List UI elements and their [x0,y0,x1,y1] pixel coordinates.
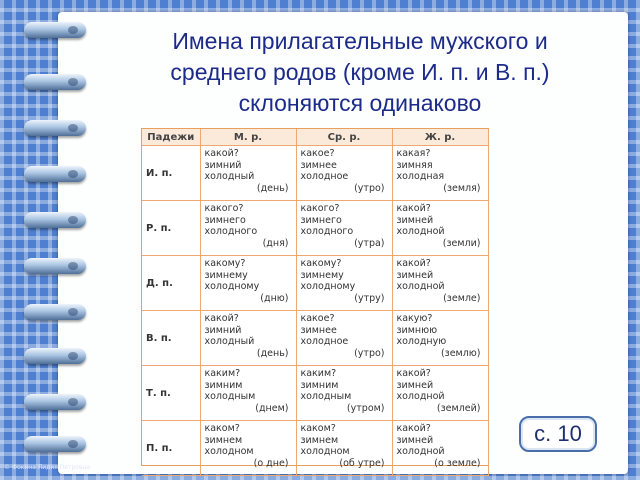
adjective-word: зимняя [396,159,433,171]
case-cell: Д. п. [142,256,200,311]
adjective-word: зимнему [300,269,344,281]
adjective-word: какому? [204,258,246,269]
adjective-word: холодному [300,281,356,292]
binder-ring-icon [24,348,86,364]
adjective-word: зимней [396,214,434,226]
noun-example: (день) [256,182,289,194]
noun-example: (дню) [260,292,289,304]
adjective-cell [296,366,392,421]
adjective-word: зимнем [204,434,243,446]
adjective-word: какое? [300,148,335,159]
table-row [142,256,488,311]
binder-ring-icon [24,394,86,410]
noun-example: (утром) [346,402,385,414]
watermark: © Фокина Лидия Петровна [4,464,91,471]
adjective-cell [392,421,488,476]
noun-example: (о дне) [253,457,289,469]
adjective-cell [296,311,392,366]
case-cell: Р. п. [142,201,200,256]
case-cell: Т. п. [142,366,200,421]
adjective-cell [200,366,296,421]
adjective-word: зимний [204,159,242,171]
noun-example: (землей) [436,402,481,414]
page-number-badge: с. 10 [519,416,597,452]
table-row [142,201,488,256]
adjective-word: зимней [396,434,434,446]
noun-example: (утра) [354,237,385,249]
binder-ring-icon [24,22,86,38]
adjective-word: каким? [204,368,241,379]
declension-table [141,128,489,469]
table-row [142,311,488,366]
adjective-word: зимнюю [396,324,438,336]
table-row [142,421,488,476]
adjective-word: зимний [204,324,242,336]
adjective-word: холодной [396,281,445,292]
adjective-cell [296,421,392,476]
adjective-word: какое? [300,313,335,324]
binder-ring-icon [24,120,86,136]
noun-example: (о земле) [434,457,481,469]
adjective-word: какая? [396,148,431,159]
adjective-word: какую? [396,313,433,324]
adjective-cell [200,146,296,201]
adjective-word: холодная [396,171,445,182]
noun-example: (днем) [255,402,289,414]
case-cell: В. п. [142,311,200,366]
slide-title [100,26,620,119]
adjective-cell [392,256,488,311]
binder-ring-icon [24,436,86,452]
adjective-word: холодный [204,336,255,347]
adjective-cell [200,256,296,311]
noun-example: (день) [256,347,289,359]
adjective-word: холодного [204,226,258,237]
adjective-word: зимней [396,379,434,391]
table-row [142,146,488,201]
binder-ring-icon [24,166,86,182]
adjective-word: холодный [204,171,255,182]
adjective-word: холодную [396,336,447,347]
noun-example: (утро) [354,182,385,194]
binder-ring-icon [24,74,86,90]
column-header-case: Падежи [142,129,200,146]
title-line: среднего родов (кроме И. п. и В. п.) [170,59,550,85]
title-line: Имена прилагательные мужского и [172,28,548,54]
adjective-word: какой? [204,313,239,324]
table-body [142,146,488,476]
column-header-feminine: Ж. р. [392,129,488,146]
adjective-word: зимнее [300,159,337,171]
adjective-word: какой? [396,368,431,379]
case-cell: И. п. [142,146,200,201]
adjective-cell [392,146,488,201]
adjective-word: каком? [204,423,240,434]
adjective-word: зимнему [204,269,248,281]
adjective-cell [296,256,392,311]
column-header-masculine: М. р. [200,129,296,146]
adjective-cell [200,201,296,256]
adjective-word: зимнее [300,324,337,336]
adjective-word: какому? [300,258,342,269]
adjective-word: какого? [300,203,340,214]
noun-example: (земля) [443,182,481,194]
binder-ring-icon [24,304,86,320]
adjective-word: холодное [300,336,349,347]
adjective-word: зимней [396,269,434,281]
adjective-cell [392,201,488,256]
adjective-word: каком? [300,423,336,434]
table-row [142,366,488,421]
binder-ring-icon [24,258,86,274]
adjective-word: зимним [300,379,339,391]
adjective-word: зимним [204,379,243,391]
adjective-word: зимнего [204,214,246,226]
noun-example: (земле) [443,292,481,304]
adjective-word: холодным [300,391,352,402]
noun-example: (об утре) [339,457,385,469]
adjective-cell [392,311,488,366]
noun-example: (утру) [354,292,385,304]
adjective-word: холодным [204,391,256,402]
adjective-word: холодном [204,446,254,457]
title-line: склоняются одинаково [238,90,482,116]
adjective-word: холодном [300,446,350,457]
adjective-word: зимнем [300,434,339,446]
adjective-word: какой? [204,148,239,159]
adjective-word: какой? [396,258,431,269]
adjective-word: холодного [300,226,354,237]
adjective-cell [296,146,392,201]
adjective-word: зимнего [300,214,342,226]
adjective-word: какой? [396,203,431,214]
binder-ring-icon [24,212,86,228]
noun-example: (утро) [354,347,385,359]
adjective-word: холодной [396,446,445,457]
adjective-word: каким? [300,368,337,379]
table-header-row [142,129,488,146]
adjective-word: холодной [396,226,445,237]
noun-example: (земли) [442,237,481,249]
adjective-cell [200,421,296,476]
adjective-word: какой? [396,423,431,434]
case-cell: П. п. [142,421,200,476]
adjective-cell [200,311,296,366]
adjective-cell [392,366,488,421]
adjective-cell [296,201,392,256]
noun-example: (дня) [262,237,289,249]
adjective-word: холодной [396,391,445,402]
adjective-word: холодное [300,171,349,182]
column-header-neuter: Ср. р. [296,129,392,146]
noun-example: (землю) [440,347,481,359]
adjective-word: какого? [204,203,244,214]
adjective-word: холодному [204,281,260,292]
